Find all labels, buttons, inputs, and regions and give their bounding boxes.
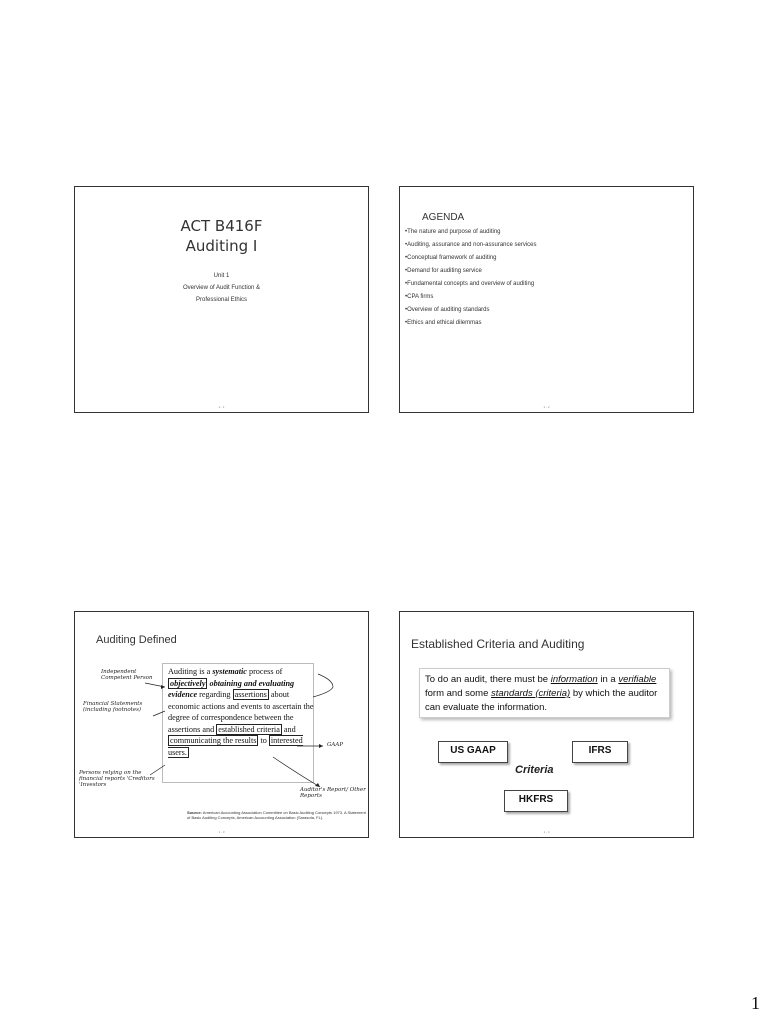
course-title <box>75 216 368 256</box>
us-gaap-box: US GAAP <box>438 741 508 763</box>
agenda-item: • Demand for auditing service <box>405 265 537 278</box>
note-independent: Independent Competent Person <box>101 669 153 681</box>
slide-title <box>74 186 369 413</box>
source-label: Source: <box>187 810 202 815</box>
box-text: To do an audit, there must be <box>425 674 551 685</box>
def-text: and <box>281 724 296 734</box>
page-number: 1 <box>751 993 760 1013</box>
hkfrs-box: HKFRS <box>504 790 568 812</box>
def-text: regarding <box>197 690 233 699</box>
slide-auditing-defined <box>74 611 369 838</box>
box-text: form and some <box>425 688 491 699</box>
source-text: American Accounting Association Committee on Basic Auditing Concepts 1973. A Statement of Basic Auditing Concepts, American Accounting Association (Sarasota, FL). <box>187 810 366 820</box>
def-text: to <box>258 736 269 745</box>
slide-number: 1 - 3 <box>218 830 225 834</box>
box-text: in a <box>597 674 619 685</box>
course-name: Auditing I <box>185 237 258 255</box>
note-financial-statements: Financial Statements (including footnotes) <box>83 701 143 713</box>
def-text: about economic actions and events to ascertain the degree of correspondence between the assertions and <box>168 690 314 734</box>
course-code: ACT B416F <box>180 217 263 235</box>
box-information: information <box>550 674 598 685</box>
unit-label: Unit 1 <box>213 273 230 279</box>
arrow-financial <box>153 711 165 716</box>
unit-topic-line1: Overview of Audit Function & <box>182 285 261 291</box>
slide-heading: Auditing Defined <box>96 634 177 646</box>
slide-number: 1 - 2 <box>543 405 550 409</box>
box-text: by which the auditor can evaluate the information. <box>425 688 658 713</box>
def-systematic: systematic <box>212 667 247 676</box>
def-objectively-boxed: objectively <box>170 678 206 688</box>
audit-requirement-box <box>419 668 670 718</box>
def-evidence: evidence <box>168 690 198 699</box>
def-communicating-boxed: communicating the results <box>170 736 257 745</box>
ifrs-box: IFRS <box>572 741 628 763</box>
source-citation <box>187 811 367 820</box>
def-criteria-boxed: established criteria <box>218 724 280 734</box>
annotation-arrows <box>75 612 369 838</box>
slide-established-criteria <box>399 611 694 838</box>
def-text: Auditing is a <box>168 667 213 676</box>
box-verifiable: verifiable <box>618 674 657 685</box>
def-users-boxed: interested users. <box>168 736 303 757</box>
agenda-item: • Overview of auditing standards <box>405 304 537 317</box>
agenda-title: AGENDA <box>422 212 465 223</box>
note-persons-relying: Persons relying on the financial reports 'Creditors 'Investors <box>79 770 155 788</box>
agenda-list <box>405 226 537 330</box>
agenda-item: • Ethics and ethical dilemmas <box>405 317 537 330</box>
criteria-label: Criteria <box>515 764 554 776</box>
slide-number: 1 - 1 <box>218 405 225 409</box>
note-auditors-report: Auditor's Report/ Other Reports <box>300 787 366 799</box>
def-obtaining: obtaining and evaluating <box>207 678 295 688</box>
arrow-persons <box>150 765 165 775</box>
slide-number: 1 - 4 <box>543 830 550 834</box>
agenda-item: • The nature and purpose of auditing <box>405 226 537 239</box>
def-text: process of <box>246 667 283 676</box>
box-standards: standards (criteria) <box>491 688 571 699</box>
def-assertions-boxed: assertions <box>234 690 267 699</box>
arrow-curve <box>313 674 333 697</box>
agenda-item: • Fundamental concepts and overview of auditing <box>405 278 537 291</box>
agenda-item: • CPA firms <box>405 291 537 304</box>
slide-heading: Established Criteria and Auditing <box>411 637 585 651</box>
arrow-report <box>273 757 320 787</box>
agenda-item: • Auditing, assurance and non-assurance services <box>405 239 537 252</box>
unit-subtitle <box>75 270 368 306</box>
note-gaap: GAAP <box>327 742 344 748</box>
slide-agenda <box>399 186 694 413</box>
agenda-item: • Conceptual framework of auditing <box>405 252 537 265</box>
unit-topic-line2: Professional Ethics <box>195 297 248 303</box>
